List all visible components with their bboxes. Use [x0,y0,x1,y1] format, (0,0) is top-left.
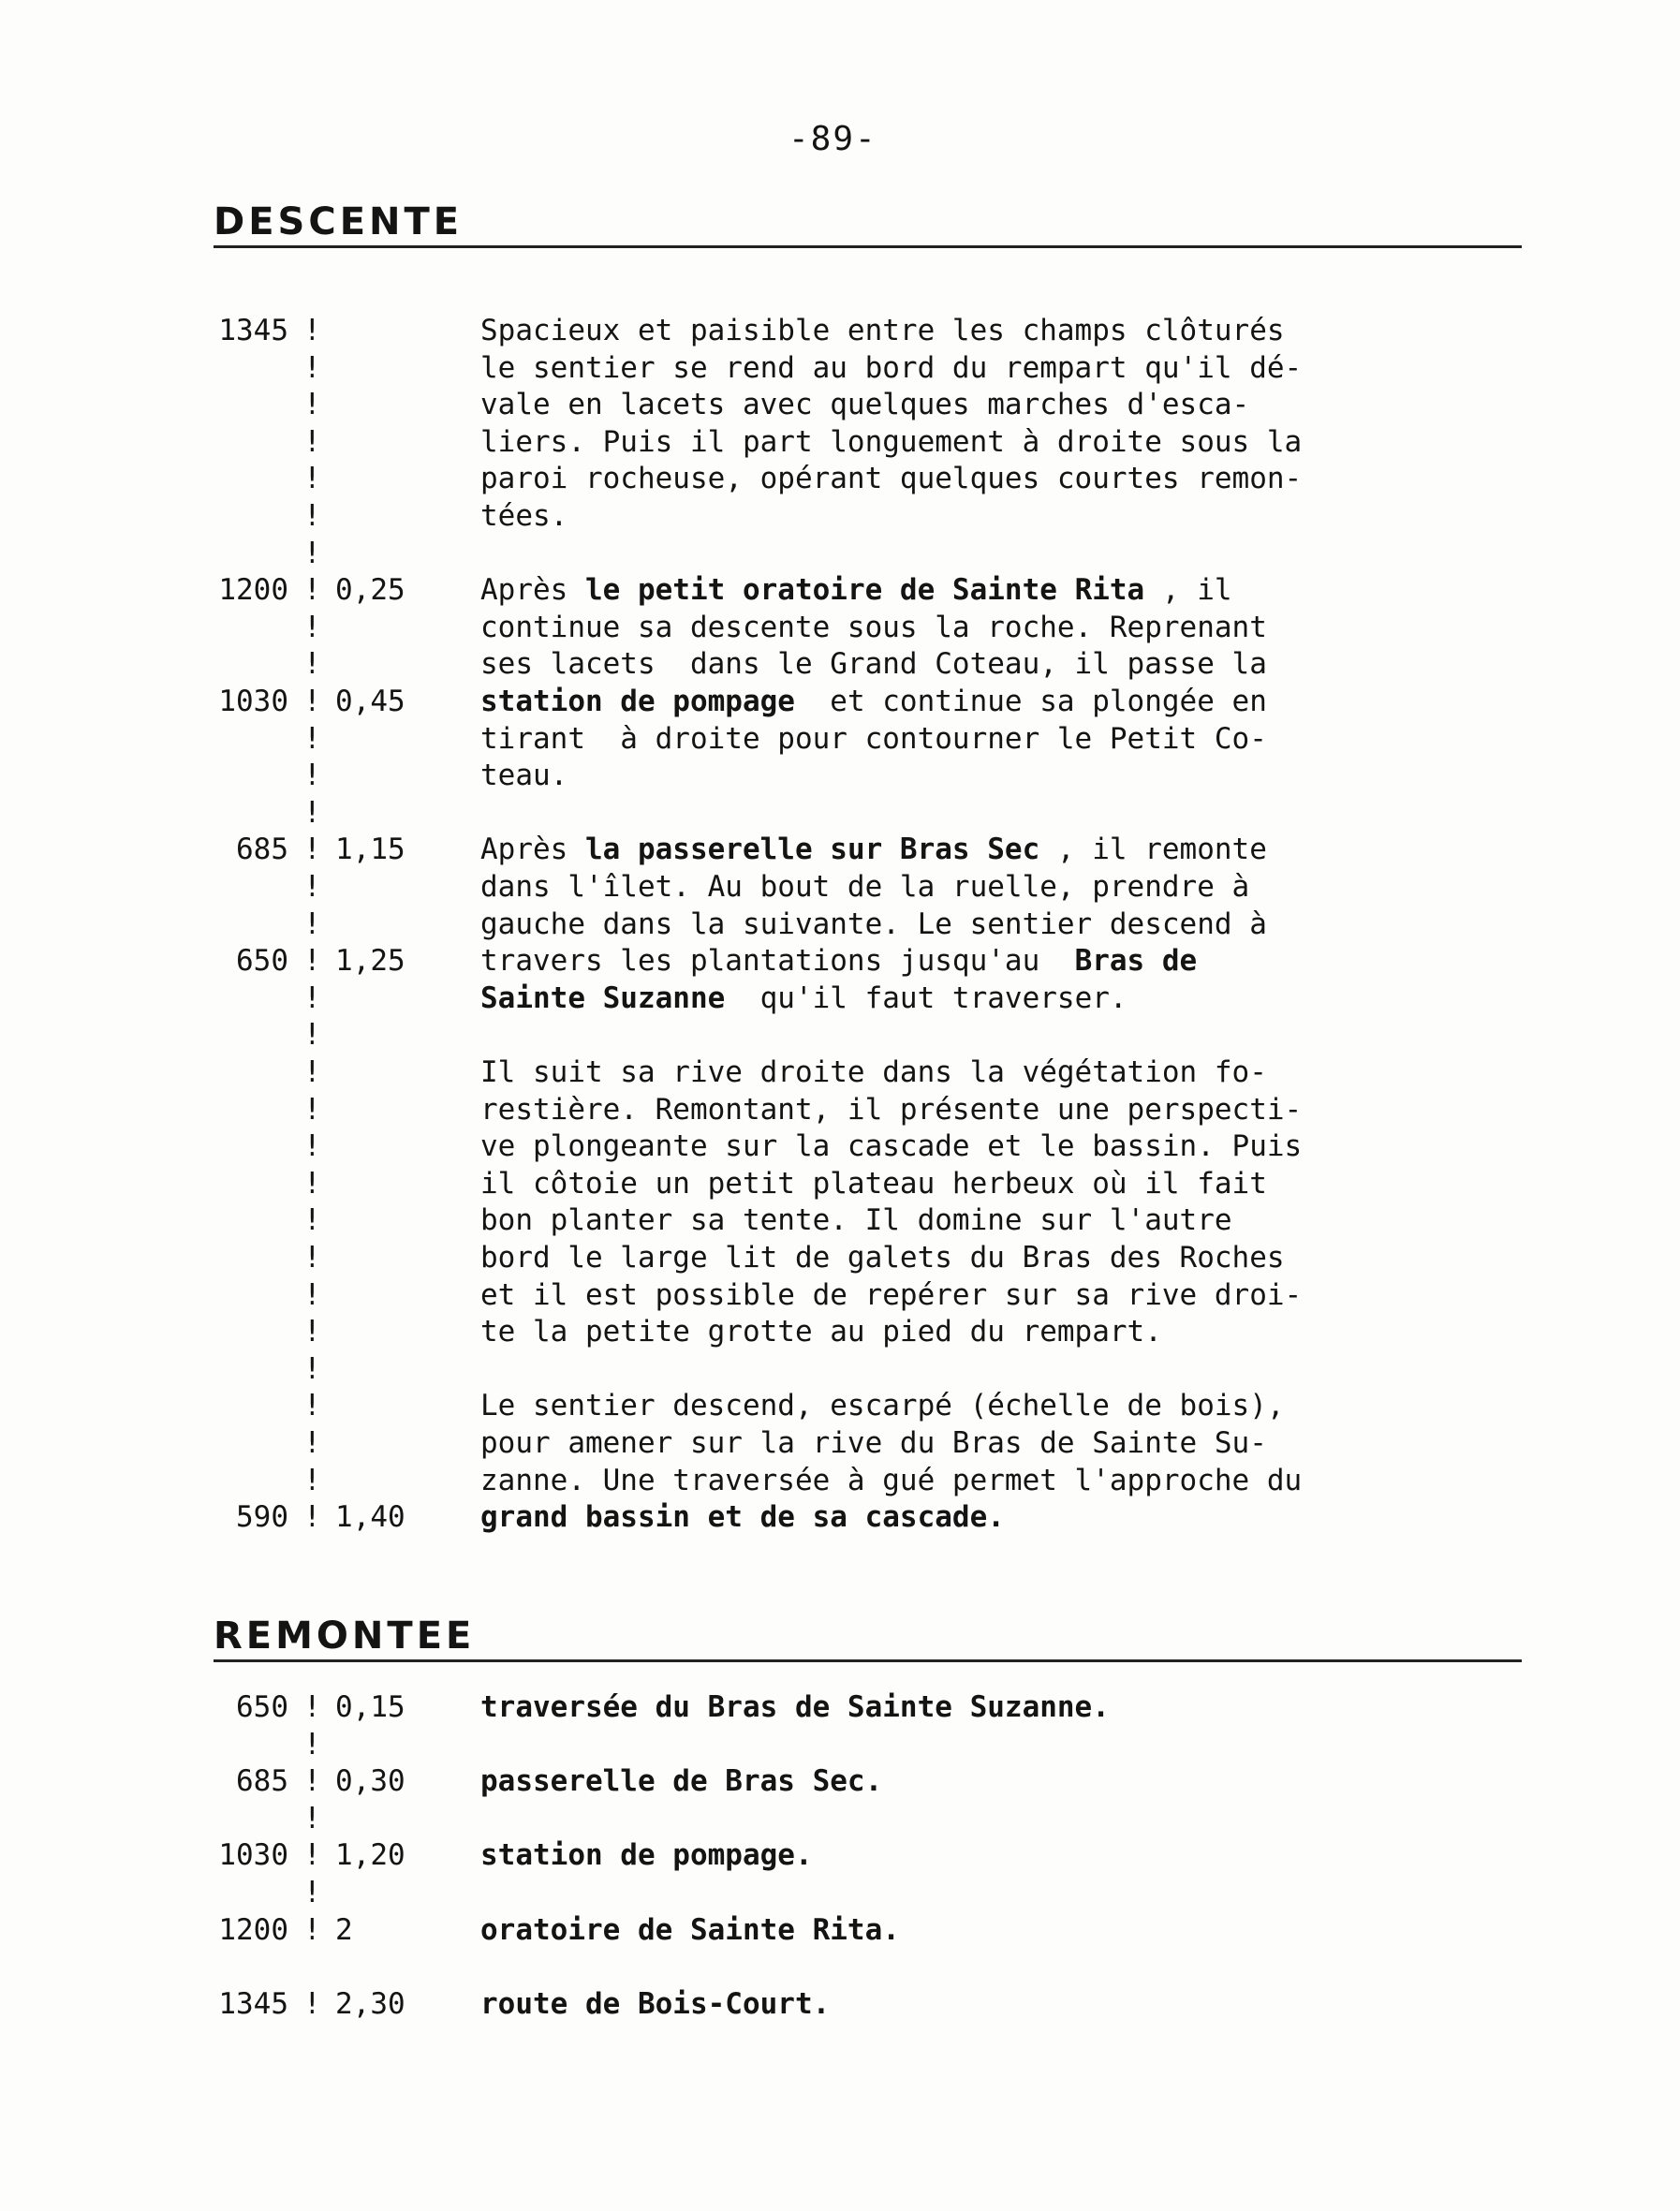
itinerary-line [185,312,1543,349]
separator-mark: ! [303,647,321,682]
walking-time: 0,15 [335,1690,405,1724]
separator-mark: ! [303,685,321,718]
description-text [480,1313,1162,1350]
itinerary-line [185,645,1543,683]
itinerary-line [185,349,1543,387]
section-heading-remontee [214,1614,1522,1662]
walking-time: 1,15 [335,833,405,867]
separator-mark: ! [303,1351,321,1386]
description-text [480,386,1249,423]
description-text [480,349,1302,387]
separator-mark: ! [303,1690,321,1724]
itinerary-line [185,1054,1543,1091]
itinerary-line [185,757,1543,794]
itinerary-line [185,1874,1543,1911]
separator-mark: ! [303,462,321,496]
separator-mark: ! [303,833,321,867]
place-name: grand bassin et de sa cascade. [480,1500,1005,1535]
description-text [480,1387,1285,1424]
itinerary-line [185,571,1543,609]
altitude: 590 [236,1500,288,1535]
itinerary-line [185,942,1543,980]
description-text [480,1054,1267,1091]
separator-mark: ! [303,1277,321,1312]
separator-mark: ! [303,1727,321,1761]
description-text [480,757,567,794]
text-segment: ve plongeante sur la cascade et le bassin. Puis [480,1129,1303,1164]
itinerary-line [185,1762,1543,1800]
text-segment: tées. [480,499,568,533]
itinerary-line [185,1239,1543,1276]
itinerary-line [185,831,1543,868]
altitude: 685 [236,833,288,867]
separator-mark: ! [303,314,321,347]
walking-time: 2 [335,1912,353,1947]
text-segment: Après [480,573,585,608]
text-segment: et il est possible de repérer sur sa rive droi- [480,1277,1303,1312]
separator-mark: ! [303,1203,321,1238]
separator-mark: ! [303,1986,321,2021]
text-segment: travers les plantations jusqu'au [480,944,1075,979]
description-text [480,1911,900,1949]
description-text [480,683,1267,720]
description-text [480,1836,813,1874]
text-segment: dans l'îlet. Au bout de la ruelle, prendre à [480,870,1250,904]
description-text [480,1276,1302,1314]
altitude: 1200 [218,573,288,608]
itinerary-line [185,535,1543,572]
separator-mark: ! [303,610,321,644]
itinerary-line [185,1948,1543,1985]
description-text [480,1201,1232,1239]
place-name: Sainte Suzanne [480,980,726,1015]
separator-mark: ! [303,1018,321,1053]
itinerary-line [185,1726,1543,1763]
description-text [480,1239,1285,1276]
itinerary-line [185,980,1543,1017]
text-segment: Après [480,833,585,867]
separator-mark: ! [303,870,321,904]
description-text [480,1498,1005,1536]
separator-mark: ! [303,1166,321,1201]
text-segment: le sentier se rend au bord du rempart qu'il dé- [480,350,1303,385]
text-segment: bon planter sa tente. Il domine sur l'autre [480,1203,1232,1238]
description-text [480,460,1302,497]
separator-mark: ! [303,1129,321,1164]
text-segment: paroi rocheuse, opérant quelques courtes remon- [480,462,1303,496]
description-text [480,1985,830,2023]
description-text [480,906,1267,943]
itinerary-line [185,460,1543,497]
description-text [480,1462,1302,1499]
section-heading-descente [214,200,1522,248]
altitude: 1030 [218,1838,288,1873]
description-text [480,609,1267,646]
description-text [480,423,1302,461]
itinerary-line [185,906,1543,943]
walking-time: 1,25 [335,944,405,979]
text-segment: et continue sa plongée en [794,685,1267,718]
heading-text: DESCENTE [214,200,470,243]
itinerary-line [185,1016,1543,1054]
text-segment: qu'il faut traverser. [725,980,1127,1015]
separator-mark: ! [303,499,321,533]
itinerary-line [185,1201,1543,1239]
altitude: 650 [236,1690,288,1724]
altitude: 1030 [218,685,288,718]
text-segment: vale en lacets avec quelques marches d'esca- [480,388,1250,422]
separator-mark: ! [303,1876,321,1909]
separator-mark: ! [303,536,321,570]
itinerary-line [185,1276,1543,1314]
itinerary-line [185,1313,1543,1350]
place-name: passerelle de Bras Sec. [480,1764,883,1799]
separator-mark: ! [303,573,321,608]
separator-mark: ! [303,424,321,459]
place-name: station de pompage [480,685,795,718]
text-segment: Spacieux et paisible entre les champs clôturés [480,314,1285,347]
itinerary-line [185,1128,1543,1165]
walking-time: 0,45 [335,685,405,718]
itinerary-line [185,868,1543,906]
separator-mark: ! [303,1500,321,1535]
separator-mark: ! [303,1838,321,1873]
place-name: station de pompage. [480,1838,813,1873]
text-segment: , il [1144,573,1232,608]
altitude: 1345 [218,314,288,347]
text-segment: tirant à droite pour contourner le Petit Co- [480,721,1267,756]
separator-mark: ! [303,1241,321,1275]
description-text [480,1688,1110,1726]
text-segment: bord le large lit de galets du Bras des Roches [480,1241,1285,1275]
description-text [480,497,567,535]
text-segment: continue sa descente sous la roche. Reprenant [480,610,1267,644]
heading-text: REMONTEE [214,1614,482,1658]
walking-time: 0,30 [335,1764,405,1799]
itinerary-line [185,1688,1543,1726]
altitude: 1345 [218,1986,288,2021]
text-segment: zanne. Une traversée à gué permet l'approche du [480,1463,1303,1497]
separator-mark: ! [303,907,321,941]
separator-mark: ! [303,1389,321,1423]
separator-mark: ! [303,1092,321,1127]
description-text [480,571,1232,609]
separator-mark: ! [303,795,321,830]
itinerary-line [185,386,1543,423]
separator-mark: ! [303,980,321,1015]
itinerary-line [185,609,1543,646]
separator-mark: ! [303,1055,321,1089]
text-segment: teau. [480,759,568,793]
page-number: -89- [788,120,877,158]
description-text [480,1128,1302,1165]
description-text [480,831,1267,868]
place-name: le petit oratoire de Sainte Rita [584,573,1145,608]
separator-mark: ! [303,1463,321,1497]
itinerary-line [185,423,1543,461]
text-segment: pour amener sur la rive du Bras de Sainte Su- [480,1426,1267,1460]
itinerary-line [185,683,1543,720]
text-segment: il côtoie un petit plateau herbeux où il fait [480,1166,1267,1201]
altitude: 650 [236,944,288,979]
text-segment: restière. Remontant, il présente une perspecti- [480,1092,1303,1127]
separator-mark: ! [303,350,321,385]
walking-time: 2,30 [335,1986,405,2021]
separator-mark: ! [303,759,321,793]
place-name: Bras de [1074,944,1198,979]
description-text [480,1165,1267,1202]
walking-time: 1,40 [335,1500,405,1535]
description-text [480,645,1267,683]
description-text [480,1424,1267,1462]
itinerary-line [185,497,1543,535]
itinerary-line [185,1985,1543,2023]
place-name: route de Bois-Court. [480,1986,831,2021]
text-segment: te la petite grotte au pied du rempart. [480,1315,1162,1349]
text-segment: gauche dans la suivante. Le sentier descend à [480,907,1267,941]
place-name: la passerelle sur Bras Sec [584,833,1040,867]
description-text [480,720,1267,758]
separator-mark: ! [303,1801,321,1835]
walking-time: 0,25 [335,573,405,608]
description-text [480,980,1127,1017]
text-segment: Le sentier descend, escarpé (échelle de bois), [480,1389,1285,1423]
separator-mark: ! [303,1764,321,1799]
description-text [480,942,1197,980]
itinerary-line [185,1911,1543,1949]
description-text [480,312,1285,349]
text-segment: liers. Puis il part longuement à droite sous la [480,424,1303,459]
itinerary-line [185,1350,1543,1388]
altitude: 685 [236,1764,288,1799]
itinerary-line [185,1091,1543,1128]
description-text [480,868,1249,906]
altitude: 1200 [218,1912,288,1947]
itinerary-line [185,1800,1543,1837]
separator-mark: ! [303,1912,321,1947]
walking-time: 1,20 [335,1838,405,1873]
separator-mark: ! [303,944,321,979]
itinerary-line [185,720,1543,758]
separator-mark: ! [303,1315,321,1349]
itinerary-line [185,1424,1543,1462]
itinerary-line [185,1462,1543,1499]
text-segment: Il suit sa rive droite dans la végétation fo- [480,1055,1267,1089]
itinerary-line [185,1498,1543,1536]
place-name: oratoire de Sainte Rita. [480,1912,900,1947]
separator-mark: ! [303,1426,321,1460]
itinerary-line [185,1387,1543,1424]
place-name: traversée du Bras de Sainte Suzanne. [480,1690,1110,1724]
itinerary-line [185,794,1543,832]
description-text [480,1762,882,1800]
description-text [480,1091,1302,1128]
separator-mark: ! [303,388,321,422]
text-segment: , il remonte [1039,833,1267,867]
itinerary-line [185,1836,1543,1874]
text-segment: ses lacets dans le Grand Coteau, il passe la [480,647,1267,682]
itinerary-line [185,1165,1543,1202]
separator-mark: ! [303,721,321,756]
